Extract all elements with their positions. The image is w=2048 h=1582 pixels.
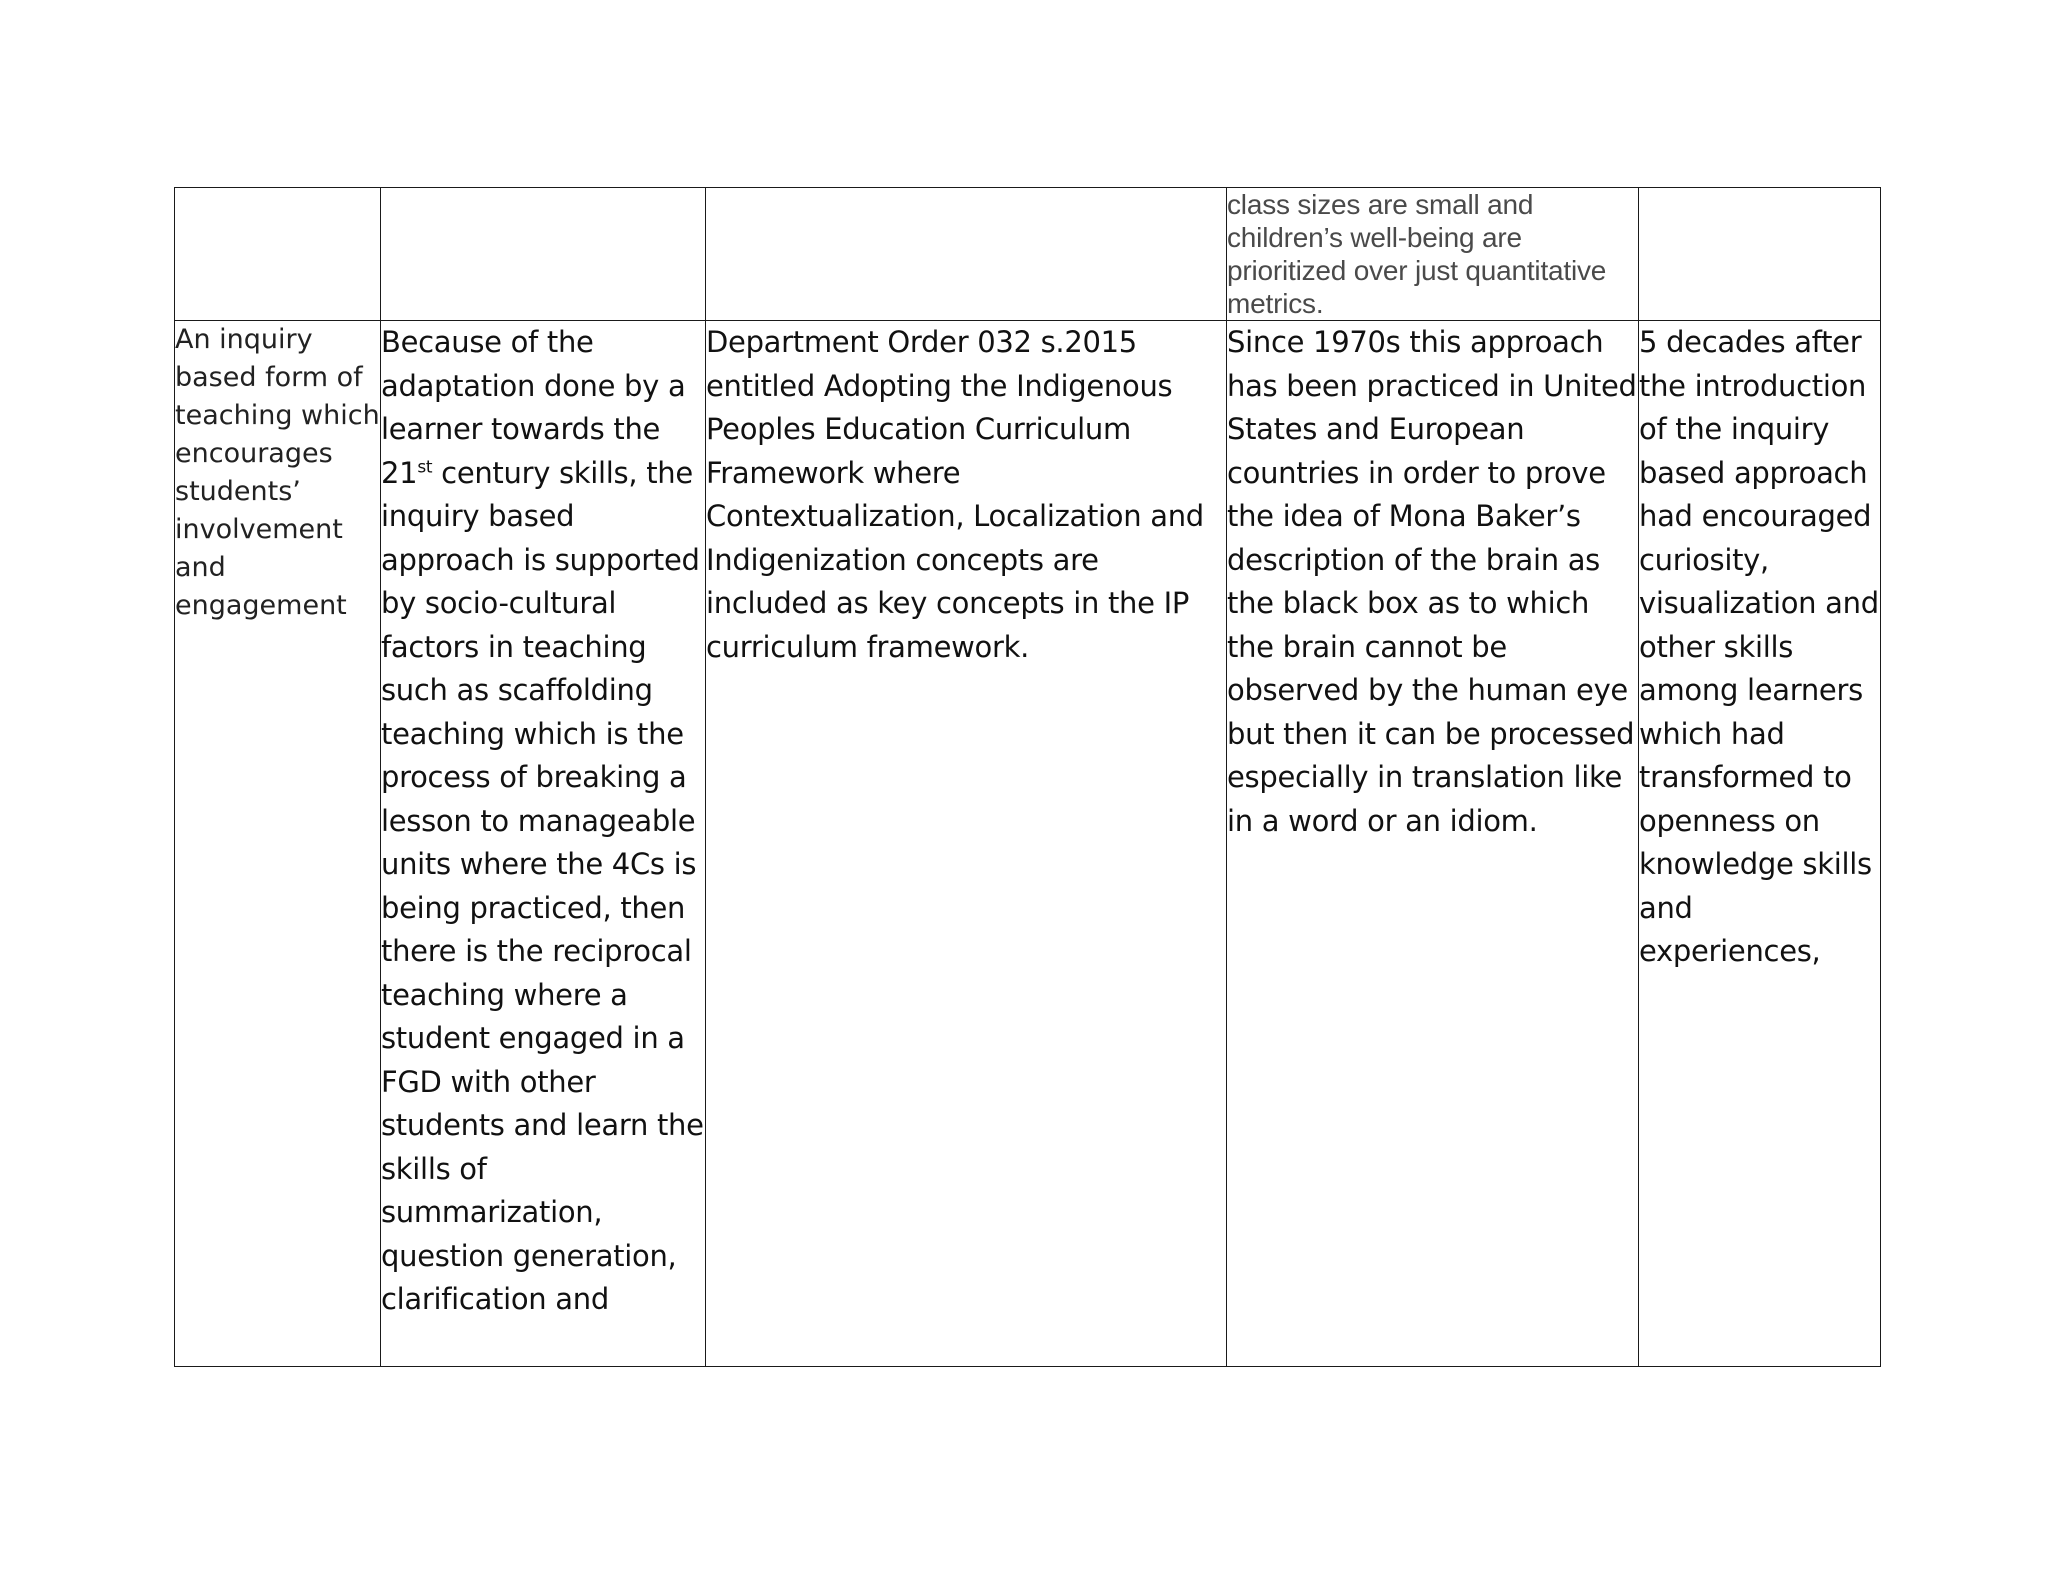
table-cell-rationale [381, 321, 706, 1367]
table-cell-definition: An inquiry based form of teaching which encourages students’ involvement and engagement [175, 321, 381, 1367]
rationale-text-start: Because of the adaptation done by a learner towards the 21 [381, 325, 686, 490]
table-cell-legal-basis: Department Order 032 s.2015 entitled Adopting the Indigenous Peoples Education Curriculum Framework where Contextualization, Localization and Indigenization concepts are included as key concepts in the IP curriculum framework. [706, 321, 1227, 1367]
document-table [174, 187, 1881, 1367]
ordinal-superscript: st [417, 456, 433, 477]
table-cell-history: Since 1970s this approach has been practiced in United States and European countries in order to prove the idea of Mona Baker’s description of the brain as the black box as to which the brain cannot be observed by the human eye but then it can be processed especially in translation like in a word or an idiom. [1227, 321, 1639, 1367]
table-cell-continued-text: class sizes are small and children’s well-being are prioritized over just quantitative metrics. [1227, 188, 1639, 321]
rationale-text-end: century skills, the inquiry based approach is supported by socio-cultural factors in teaching such as scaffolding teaching which is the process of breaking a lesson to manageable units where the 4Cs is being practiced, then there is the reciprocal teaching where a student engaged in a FGD with other students and learn the skills of summarization, question generation, clarification and [381, 455, 704, 1316]
table-row [175, 188, 1881, 321]
table-cell-empty [706, 188, 1227, 321]
table-cell-empty [1639, 188, 1881, 321]
table-row [175, 321, 1881, 1367]
table-cell-empty [175, 188, 381, 321]
table-cell-empty [381, 188, 706, 321]
table-cell-impact: 5 decades after the introduction of the inquiry based approach had encouraged curiosity, visualization and other skills among learners which had transformed to openness on knowledge skills and experiences, [1639, 321, 1881, 1367]
